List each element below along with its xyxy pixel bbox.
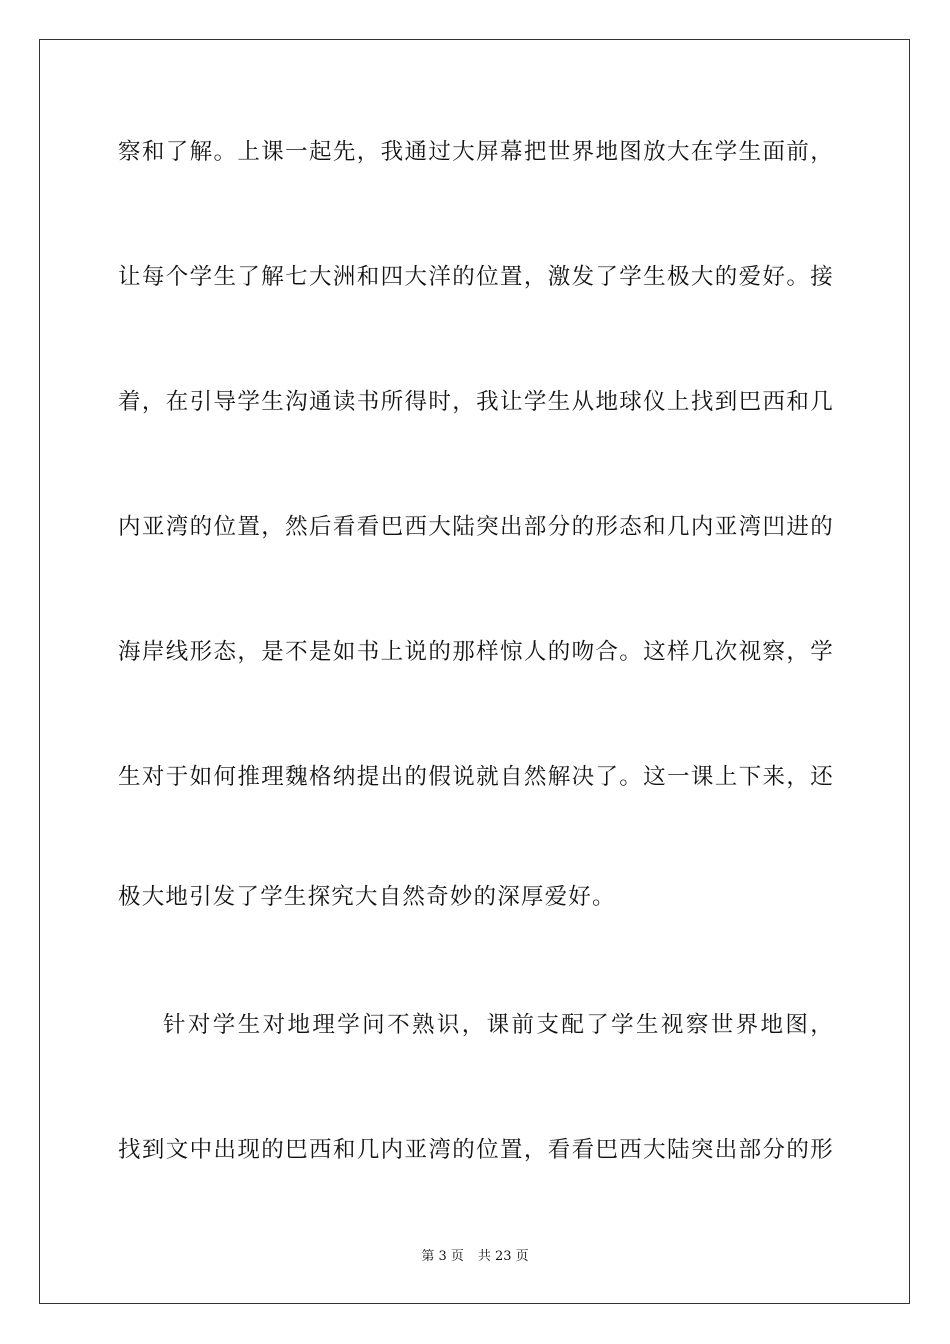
paragraph-line-6: 生对于如何推理魏格纳提出的假说就自然解决了。这一课上下来，还 [118, 764, 834, 790]
page-border [39, 39, 910, 1304]
paragraph-line-4: 内亚湾的位置，然后看看巴西大陆突出部分的形态和几内亚湾凹进的 [118, 514, 834, 540]
paragraph-line-2: 让每个学生了解七大洲和四大洋的位置，激发了学生极大的爱好。接 [118, 264, 834, 290]
paragraph-line-3: 着，在引导学生沟通读书所得时，我让学生从地球仪上找到巴西和几 [118, 389, 834, 415]
paragraph2-line-2: 找到文中出现的巴西和几内亚湾的位置，看看巴西大陆突出部分的形 [118, 1137, 834, 1163]
page-footer [0, 1248, 950, 1266]
paragraph-line-7: 极大地引发了学生探究大自然奇妙的深厚爱好。 [118, 884, 616, 910]
paragraph-line-5: 海岸线形态，是不是如书上说的那样惊人的吻合。这样几次视察，学 [118, 639, 834, 665]
paragraph2-line-1: 针对学生对地理学问不熟识，课前支配了学生视察世界地图， [163, 1012, 834, 1038]
page-total: 共 23 页 [477, 1249, 529, 1264]
page-number: 第 3 页 [421, 1249, 464, 1264]
paragraph-line-1: 察和了解。上课一起先，我通过大屏幕把世界地图放大在学生面前， [118, 139, 834, 165]
